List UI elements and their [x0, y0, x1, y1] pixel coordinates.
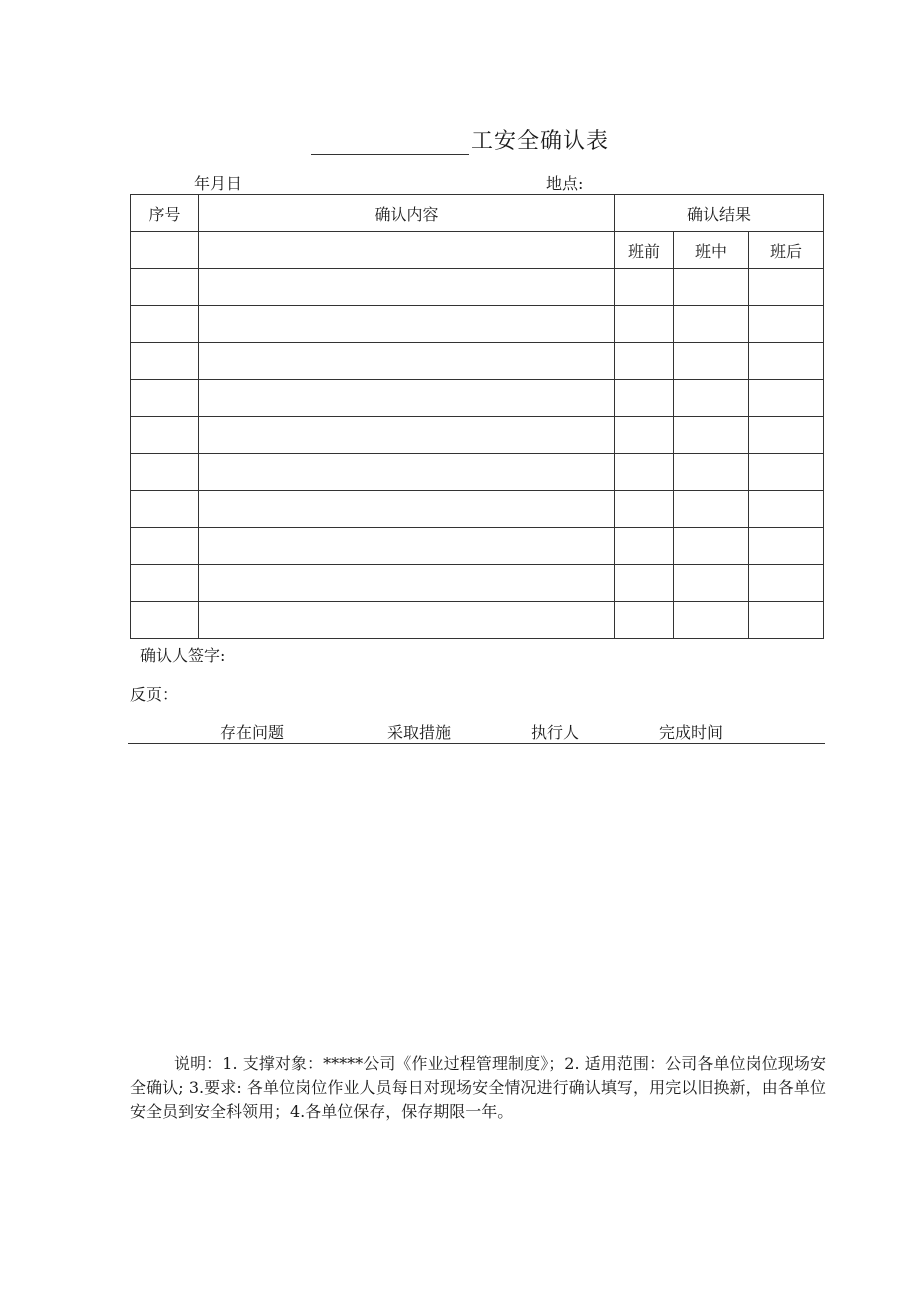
cell-seq[interactable]	[131, 343, 199, 380]
cell-before[interactable]	[615, 528, 674, 565]
header-result: 确认结果	[615, 195, 824, 232]
cell-during[interactable]	[674, 343, 749, 380]
back-col-deadline: 完成时间	[659, 723, 724, 742]
cell-before[interactable]	[615, 417, 674, 454]
cell-during[interactable]	[674, 306, 749, 343]
back-col-issue: 存在问题	[220, 723, 285, 742]
confirm-table	[130, 194, 824, 639]
cell-content[interactable]	[199, 306, 615, 343]
table-subheader-row	[131, 232, 824, 269]
header-content: 确认内容	[199, 195, 615, 232]
subheader-before: 班前	[615, 232, 674, 269]
cell-after[interactable]	[749, 343, 824, 380]
table-row	[131, 306, 824, 343]
cell-after[interactable]	[749, 454, 824, 491]
table-row	[131, 602, 824, 639]
table-row	[131, 491, 824, 528]
cell-after[interactable]	[749, 602, 824, 639]
cell-seq[interactable]	[131, 602, 199, 639]
subheader-after: 班后	[749, 232, 824, 269]
cell-before[interactable]	[615, 454, 674, 491]
cell-after[interactable]	[749, 528, 824, 565]
cell-during[interactable]	[674, 565, 749, 602]
cell-content[interactable]	[199, 491, 615, 528]
table-header-row	[131, 195, 824, 232]
cell-during[interactable]	[674, 269, 749, 306]
title-blank-line	[311, 132, 469, 155]
cell-seq[interactable]	[131, 454, 199, 491]
subheader-during: 班中	[674, 232, 749, 269]
subheader-content-blank[interactable]	[199, 232, 615, 269]
cell-during[interactable]	[674, 454, 749, 491]
cell-during[interactable]	[674, 491, 749, 528]
cell-before[interactable]	[615, 343, 674, 380]
note-paragraph: 说明：1. 支撑对象：*****公司《作业过程管理制度》；2. 适用范围：公司各单位岗位现场安全确认; 3.要求: 各单位岗位作业人员每日对现场安全情况进行确认填写，用完以旧换新，由各单位安全员到安全科领用；4.各单位保存，保存期限一年。	[130, 1054, 826, 1121]
cell-before[interactable]	[615, 602, 674, 639]
cell-seq[interactable]	[131, 306, 199, 343]
form-title	[0, 124, 920, 155]
cell-seq[interactable]	[131, 565, 199, 602]
form-title-text: 工安全确认表	[470, 129, 609, 154]
cell-during[interactable]	[674, 528, 749, 565]
table-row	[131, 528, 824, 565]
cell-seq[interactable]	[131, 417, 199, 454]
cell-after[interactable]	[749, 565, 824, 602]
signature-label: 确认人签字:	[140, 646, 226, 665]
back-col-measure: 采取措施	[387, 723, 452, 742]
cell-during[interactable]	[674, 602, 749, 639]
table-row	[131, 565, 824, 602]
cell-content[interactable]	[199, 565, 615, 602]
back-col-executor: 执行人	[531, 723, 580, 742]
cell-before[interactable]	[615, 565, 674, 602]
cell-after[interactable]	[749, 306, 824, 343]
place-label: 地点:	[546, 174, 584, 193]
cell-before[interactable]	[615, 491, 674, 528]
cell-seq[interactable]	[131, 528, 199, 565]
cell-content[interactable]	[199, 343, 615, 380]
cell-before[interactable]	[615, 380, 674, 417]
subheader-seq-blank[interactable]	[131, 232, 199, 269]
cell-content[interactable]	[199, 417, 615, 454]
table-row	[131, 343, 824, 380]
cell-content[interactable]	[199, 454, 615, 491]
cell-after[interactable]	[749, 417, 824, 454]
cell-seq[interactable]	[131, 269, 199, 306]
cell-content[interactable]	[199, 269, 615, 306]
table-row	[131, 417, 824, 454]
cell-content[interactable]	[199, 602, 615, 639]
cell-after[interactable]	[749, 269, 824, 306]
table-row	[131, 454, 824, 491]
cell-content[interactable]	[199, 528, 615, 565]
cell-before[interactable]	[615, 306, 674, 343]
cell-seq[interactable]	[131, 491, 199, 528]
back-page-label: 反页：	[130, 685, 179, 704]
cell-after[interactable]	[749, 491, 824, 528]
cell-seq[interactable]	[131, 380, 199, 417]
table-row	[131, 380, 824, 417]
table-row	[131, 269, 824, 306]
cell-during[interactable]	[674, 380, 749, 417]
cell-content[interactable]	[199, 380, 615, 417]
header-seq: 序号	[131, 195, 199, 232]
date-label: 年月日	[194, 174, 243, 193]
back-page-header	[128, 718, 825, 744]
cell-during[interactable]	[674, 417, 749, 454]
cell-before[interactable]	[615, 269, 674, 306]
cell-after[interactable]	[749, 380, 824, 417]
